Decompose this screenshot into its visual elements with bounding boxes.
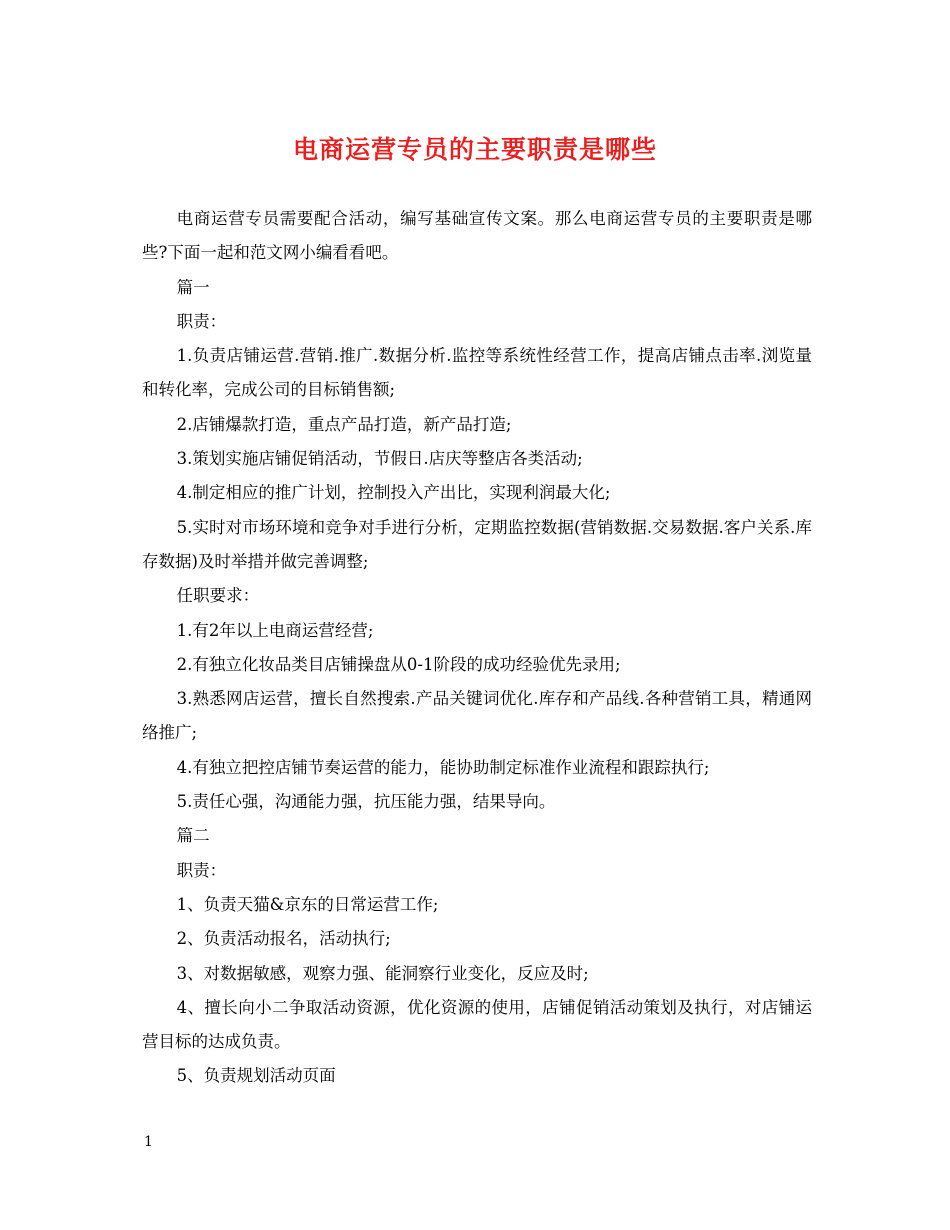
requirement-item: 3.熟悉网店运营，擅长自然搜索.产品关键词优化.库存和产品线.各种营销工具，精通网络推广; (142, 689, 812, 743)
requirements-heading: 任职要求： (176, 586, 260, 606)
duty-item: 3、对数据敏感，观察力强、能洞察行业变化，反应及时; (176, 963, 589, 983)
requirement-item: 4.有独立把控店铺节奏运营的能力，能协助制定标准作业流程和跟踪执行; (176, 757, 710, 777)
duty-item: 3.策划实施店铺促销活动，节假日.店庆等整店各类活动; (176, 449, 583, 469)
document-body (142, 202, 812, 1094)
duty-item: 5、负责规划活动页面 (176, 1066, 336, 1086)
duty-item: 1.负责店铺运营.营销.推广.数据分析.监控等系统性经营工作，提高店铺点击率.浏览量和转化率，完成公司的目标销售额; (142, 346, 812, 400)
duty-item: 5.实时对市场环境和竞争对手进行分析，定期监控数据(营销数据.交易数据.客户关系.库存数据)及时举措并做完善调整; (142, 517, 812, 571)
duties-heading: 职责： (176, 860, 227, 880)
requirement-item: 1.有2年以上电商运营经营; (176, 620, 374, 640)
requirement-item: 5.责任心强，沟通能力强，抗压能力强，结果导向。 (176, 792, 556, 812)
duty-item: 4.制定相应的推广计划，控制投入产出比，实现利润最大化; (176, 483, 611, 503)
page-number: 1 (144, 1134, 153, 1150)
intro-paragraph: 电商运营专员需要配合活动，编写基础宣传文案。那么电商运营专员的主要职责是哪些?下面一起和范文网小编看看吧。 (142, 209, 812, 263)
document-title: 电商运营专员的主要职责是哪些 (292, 135, 657, 164)
requirement-item: 2.有独立化妆品类目店铺操盘从0-1阶段的成功经验优先录用; (176, 654, 621, 674)
duty-item: 2.店铺爆款打造，重点产品打造，新产品打造; (176, 414, 512, 434)
section-heading-part-two: 篇二 (176, 826, 210, 846)
section-heading-part-one: 篇一 (176, 277, 210, 297)
duty-item: 2、负责活动报名，活动执行; (176, 929, 391, 949)
duty-item: 4、擅长向小二争取活动资源，优化资源的使用，店铺促销活动策划及执行，对店铺运营目标的达成负责。 (142, 997, 812, 1052)
duties-heading: 职责： (176, 311, 227, 331)
duty-item: 1、负责天猫&京东的日常运营工作; (176, 894, 439, 914)
